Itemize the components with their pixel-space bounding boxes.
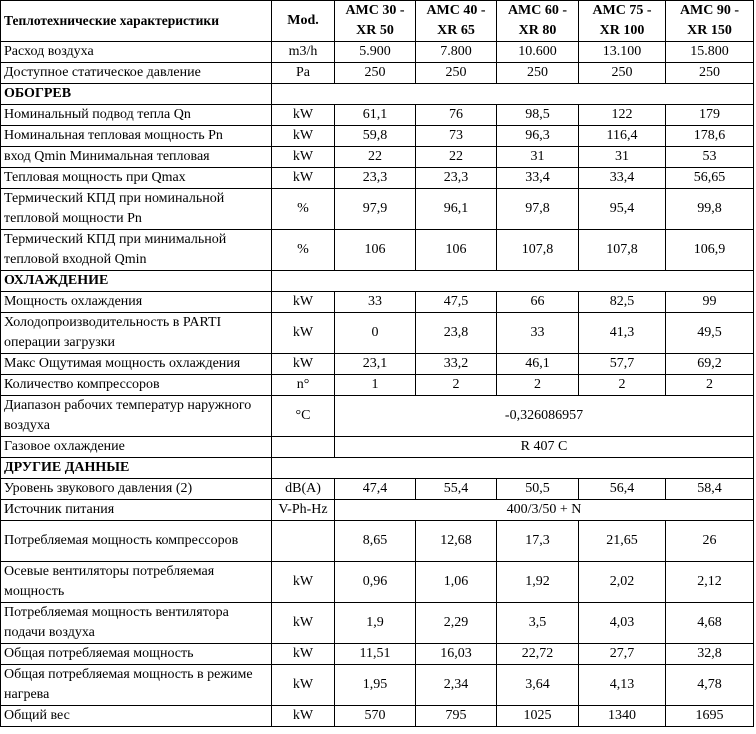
row-unit: kW (272, 603, 335, 644)
row-unit: °C (272, 396, 335, 437)
table-body (1, 42, 754, 727)
value-cell: 23,3 (416, 168, 497, 189)
value-cell: 61,1 (335, 105, 416, 126)
mod-header: Mod. (272, 1, 335, 42)
value-cell: 47,5 (416, 292, 497, 313)
value-cell: 33,2 (416, 354, 497, 375)
value-cell: 66 (497, 292, 579, 313)
row-label: Макс Ощутимая мощность охлаждения (1, 354, 272, 375)
model-header: AMC 90 - XR 150 (666, 1, 754, 42)
value-cell: 0 (335, 313, 416, 354)
value-cell: 22 (335, 147, 416, 168)
merged-value: 400/3/50 + N (335, 500, 754, 521)
row-unit: kW (272, 644, 335, 665)
value-cell: 32,8 (666, 644, 754, 665)
value-cell: 122 (579, 105, 666, 126)
row-label: Количество компрессоров (1, 375, 272, 396)
row-unit: kW (272, 168, 335, 189)
value-cell: 1340 (579, 706, 666, 727)
value-cell: 73 (416, 126, 497, 147)
value-cell: 58,4 (666, 479, 754, 500)
section-blank (272, 271, 754, 292)
value-cell: 23,8 (416, 313, 497, 354)
value-cell: 250 (666, 63, 754, 84)
table-row (1, 706, 754, 727)
section-blank (272, 84, 754, 105)
table-row (1, 479, 754, 500)
table-row (1, 63, 754, 84)
value-cell: 1,95 (335, 665, 416, 706)
row-label: Газовое охлаждение (1, 437, 272, 458)
value-cell: 178,6 (666, 126, 754, 147)
row-label: Тепловая мощность при Qmax (1, 168, 272, 189)
table-row (1, 230, 754, 271)
row-unit: m3/h (272, 42, 335, 63)
row-unit (272, 437, 335, 458)
value-cell: 5.900 (335, 42, 416, 63)
value-cell: 26 (666, 521, 754, 562)
merged-value: -0,326086957 (335, 396, 754, 437)
value-cell: 106 (416, 230, 497, 271)
value-cell: 22,72 (497, 644, 579, 665)
section-blank (272, 458, 754, 479)
value-cell: 50,5 (497, 479, 579, 500)
value-cell: 10.600 (497, 42, 579, 63)
value-cell: 31 (497, 147, 579, 168)
value-cell: 2 (497, 375, 579, 396)
row-label: Осевые вентиляторы потребляемая мощность (1, 562, 272, 603)
value-cell: 27,7 (579, 644, 666, 665)
value-cell: 59,8 (335, 126, 416, 147)
value-cell: 1,06 (416, 562, 497, 603)
table-row (1, 396, 754, 437)
value-cell: 53 (666, 147, 754, 168)
value-cell: 56,4 (579, 479, 666, 500)
value-cell: 179 (666, 105, 754, 126)
value-cell: 116,4 (579, 126, 666, 147)
value-cell: 250 (416, 63, 497, 84)
value-cell: 76 (416, 105, 497, 126)
table-row (1, 437, 754, 458)
table-row (1, 147, 754, 168)
table-row (1, 665, 754, 706)
value-cell: 2,12 (666, 562, 754, 603)
row-label: Потребляемая мощность компрессоров (1, 521, 272, 562)
row-label: Доступное статическое давление (1, 63, 272, 84)
section-heading: ОБОГРЕВ (1, 84, 272, 105)
value-cell: 1 (335, 375, 416, 396)
model-header: AMC 75 - XR 100 (579, 1, 666, 42)
table-row (1, 562, 754, 603)
value-cell: 1,92 (497, 562, 579, 603)
value-cell: 2,02 (579, 562, 666, 603)
table-row (1, 42, 754, 63)
value-cell: 250 (497, 63, 579, 84)
table-row (1, 354, 754, 375)
value-cell: 1025 (497, 706, 579, 727)
value-cell: 570 (335, 706, 416, 727)
section-heading: ОХЛАЖДЕНИЕ (1, 271, 272, 292)
row-unit: kW (272, 706, 335, 727)
row-label: Расход воздуха (1, 42, 272, 63)
value-cell: 96,1 (416, 189, 497, 230)
header-row (1, 1, 754, 42)
value-cell: 97,9 (335, 189, 416, 230)
row-unit: kW (272, 313, 335, 354)
row-unit: kW (272, 126, 335, 147)
row-unit: kW (272, 562, 335, 603)
merged-value: R 407 C (335, 437, 754, 458)
section-row (1, 84, 754, 105)
value-cell: 3,5 (497, 603, 579, 644)
row-label: Холодопроизводительность в PARTI операции загрузки (1, 313, 272, 354)
model-header: AMC 60 - XR 80 (497, 1, 579, 42)
row-label: Общий вес (1, 706, 272, 727)
value-cell: 95,4 (579, 189, 666, 230)
value-cell: 46,1 (497, 354, 579, 375)
table-row (1, 521, 754, 562)
value-cell: 2 (416, 375, 497, 396)
value-cell: 12,68 (416, 521, 497, 562)
value-cell: 250 (335, 63, 416, 84)
value-cell: 4,68 (666, 603, 754, 644)
value-cell: 33,4 (579, 168, 666, 189)
value-cell: 1,9 (335, 603, 416, 644)
value-cell: 22 (416, 147, 497, 168)
model-header: AMC 40 - XR 65 (416, 1, 497, 42)
value-cell: 97,8 (497, 189, 579, 230)
value-cell: 56,65 (666, 168, 754, 189)
table-title: Теплотехнические характеристики (1, 1, 272, 42)
row-unit: kW (272, 147, 335, 168)
value-cell: 17,3 (497, 521, 579, 562)
row-unit: Pa (272, 63, 335, 84)
value-cell: 33 (335, 292, 416, 313)
row-unit: dB(A) (272, 479, 335, 500)
value-cell: 23,1 (335, 354, 416, 375)
row-unit (272, 521, 335, 562)
value-cell: 33,4 (497, 168, 579, 189)
value-cell: 107,8 (497, 230, 579, 271)
row-unit: V-Ph-Hz (272, 500, 335, 521)
row-unit: kW (272, 105, 335, 126)
row-label: Номинальный подвод тепла Qn (1, 105, 272, 126)
value-cell: 11,51 (335, 644, 416, 665)
row-unit: kW (272, 665, 335, 706)
row-label: Номинальная тепловая мощность Pn (1, 126, 272, 147)
value-cell: 82,5 (579, 292, 666, 313)
value-cell: 99,8 (666, 189, 754, 230)
section-heading: ДРУГИЕ ДАННЫЕ (1, 458, 272, 479)
value-cell: 23,3 (335, 168, 416, 189)
table-row (1, 292, 754, 313)
value-cell: 106,9 (666, 230, 754, 271)
value-cell: 31 (579, 147, 666, 168)
row-unit: % (272, 189, 335, 230)
value-cell: 106 (335, 230, 416, 271)
row-label: Общая потребляемая мощность в режиме нагрева (1, 665, 272, 706)
row-label: Источник питания (1, 500, 272, 521)
row-label: Диапазон рабочих температур наружного воздуха (1, 396, 272, 437)
table-row (1, 313, 754, 354)
value-cell: 15.800 (666, 42, 754, 63)
table-row (1, 500, 754, 521)
value-cell: 2,34 (416, 665, 497, 706)
value-cell: 107,8 (579, 230, 666, 271)
value-cell: 4,78 (666, 665, 754, 706)
value-cell: 57,7 (579, 354, 666, 375)
row-label: Термический КПД при номинальной тепловой мощности Pn (1, 189, 272, 230)
value-cell: 55,4 (416, 479, 497, 500)
value-cell: 47,4 (335, 479, 416, 500)
value-cell: 69,2 (666, 354, 754, 375)
value-cell: 250 (579, 63, 666, 84)
value-cell: 16,03 (416, 644, 497, 665)
table-row (1, 603, 754, 644)
model-header: AMC 30 - XR 50 (335, 1, 416, 42)
table-row (1, 168, 754, 189)
value-cell: 96,3 (497, 126, 579, 147)
value-cell: 49,5 (666, 313, 754, 354)
value-cell: 1695 (666, 706, 754, 727)
value-cell: 4,03 (579, 603, 666, 644)
table-row (1, 105, 754, 126)
value-cell: 13.100 (579, 42, 666, 63)
section-row (1, 458, 754, 479)
table-row (1, 126, 754, 147)
row-label: Мощность охлаждения (1, 292, 272, 313)
value-cell: 795 (416, 706, 497, 727)
table-row (1, 644, 754, 665)
value-cell: 0,96 (335, 562, 416, 603)
row-unit: n° (272, 375, 335, 396)
value-cell: 4,13 (579, 665, 666, 706)
value-cell: 33 (497, 313, 579, 354)
value-cell: 7.800 (416, 42, 497, 63)
value-cell: 2 (666, 375, 754, 396)
row-unit: kW (272, 292, 335, 313)
row-label: Термический КПД при минимальной тепловой входной Qmin (1, 230, 272, 271)
row-label: Уровень звукового давления (2) (1, 479, 272, 500)
value-cell: 98,5 (497, 105, 579, 126)
row-unit: kW (272, 354, 335, 375)
value-cell: 21,65 (579, 521, 666, 562)
value-cell: 41,3 (579, 313, 666, 354)
value-cell: 8,65 (335, 521, 416, 562)
value-cell: 99 (666, 292, 754, 313)
row-label: Общая потребляемая мощность (1, 644, 272, 665)
section-row (1, 271, 754, 292)
row-unit: % (272, 230, 335, 271)
table-row (1, 375, 754, 396)
value-cell: 3,64 (497, 665, 579, 706)
row-label: вход Qmin Минимальная тепловая (1, 147, 272, 168)
value-cell: 2 (579, 375, 666, 396)
table-row (1, 189, 754, 230)
row-label: Потребляемая мощность вентилятора подачи воздуха (1, 603, 272, 644)
value-cell: 2,29 (416, 603, 497, 644)
